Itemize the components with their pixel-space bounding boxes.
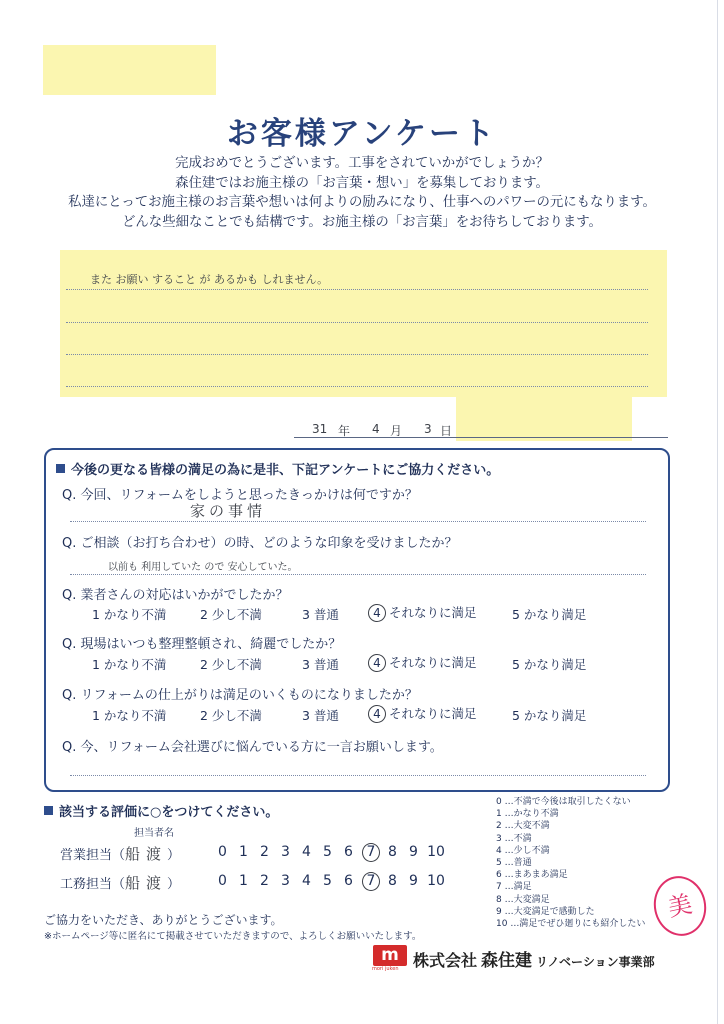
comment-line bbox=[66, 289, 648, 290]
selected-circle-icon: 4 bbox=[368, 705, 386, 723]
works-staff-name: 船渡 bbox=[125, 874, 168, 892]
question-4: Q. 現場はいつも整理整頓され、綺麗でしたか？ bbox=[62, 637, 342, 652]
option-2: 2 少し不満 bbox=[200, 708, 262, 723]
answer-2: 以前も 利用していた ので 安心していた。 bbox=[108, 562, 298, 573]
comment-line bbox=[66, 354, 648, 355]
rating-legend bbox=[496, 796, 645, 930]
footnote: ※ホームページ等に匿名にて掲載させていただきますので、よろしくお願いいたします。 bbox=[44, 931, 422, 942]
question-6: Q. 今、リフォーム会社選びに悩んでいる方に一言お願いします。 bbox=[62, 740, 443, 755]
comment-line bbox=[66, 386, 648, 387]
signature-redaction-box bbox=[456, 393, 632, 441]
rating-number: 4 bbox=[302, 873, 311, 889]
rating-number: 6 bbox=[344, 873, 353, 889]
intro-line: 完成おめでとうございます。工事をされていかがでしょうか？ bbox=[175, 156, 549, 171]
handwritten-comment: また お願い すること が あるかも しれません。 bbox=[90, 273, 329, 286]
intro-line: 私達にとってお施主様のお言葉や想いは何よりの励みになり、仕事へのパワーの元にもなります。 bbox=[68, 195, 656, 210]
date-year: 31 bbox=[312, 422, 328, 436]
rating-title bbox=[44, 801, 278, 820]
rating-number: 0 bbox=[218, 844, 227, 860]
rating-number: 10 bbox=[427, 844, 445, 860]
logo-subtext: mori juken bbox=[372, 966, 399, 972]
date-month-label: 月 bbox=[390, 424, 403, 438]
option-3: 3 普通 bbox=[302, 607, 339, 622]
option-1: 1 かなり不満 bbox=[92, 657, 167, 672]
comment-line bbox=[66, 322, 648, 323]
legend-item: 1 …かなり不満 bbox=[496, 809, 559, 820]
legend-item: 0 …不満で今後は取引したくない bbox=[496, 797, 631, 807]
sales-label: 営業担当（ bbox=[60, 848, 126, 863]
rating-number: 5 bbox=[323, 873, 332, 889]
works-staff-row bbox=[60, 872, 180, 893]
rating-number: 10 bbox=[427, 873, 445, 889]
rating-number: 9 bbox=[409, 873, 418, 889]
option-3: 3 普通 bbox=[302, 657, 339, 672]
works-rating-scale bbox=[212, 872, 448, 891]
rating-number: 0 bbox=[218, 873, 227, 889]
intro-line: 森住建ではお施主様の「お言葉・想い」を募集しております。 bbox=[175, 175, 549, 191]
option-1: 1 かなり不満 bbox=[92, 607, 167, 622]
company-prefix: 株式会社 bbox=[413, 951, 478, 970]
option-4-selected bbox=[368, 603, 477, 622]
option-1: 1 かなり不満 bbox=[92, 708, 167, 723]
option-2: 2 少し不満 bbox=[200, 607, 262, 622]
square-bullet-icon bbox=[44, 806, 53, 815]
selected-circle-icon: 4 bbox=[368, 604, 386, 622]
rating-number: 2 bbox=[260, 844, 269, 860]
rating-title-text: 該当する評価に○をつけてください。 bbox=[59, 805, 279, 820]
question-2: Q. ご相談（お打ち合わせ）の時、どのような印象を受けましたか？ bbox=[62, 536, 458, 551]
option-2: 2 少し不満 bbox=[200, 657, 262, 672]
answer-line bbox=[70, 775, 646, 776]
selected-rating-circle: 7 bbox=[362, 872, 380, 891]
thanks-text: ご協力をいただき、ありがとうございます。 bbox=[44, 913, 283, 927]
legend-item: 8 …大変満足 bbox=[496, 894, 550, 905]
survey-title-text: 今後の更なる皆様の満足の為に是非、下記アンケートにご協力ください。 bbox=[71, 463, 500, 478]
legend-item: 5 …普通 bbox=[496, 858, 532, 869]
rating-number: 4 bbox=[302, 844, 311, 860]
option-5: 5 かなり満足 bbox=[512, 657, 587, 672]
company-logo-icon: m bbox=[373, 945, 407, 966]
question-1: Q. 今回、リフォームをしようと思ったきっかけは何ですか？ bbox=[62, 488, 418, 503]
rating-number: 6 bbox=[344, 844, 353, 860]
rating-number: 8 bbox=[388, 844, 397, 860]
option-4-selected bbox=[368, 653, 477, 672]
rating-number: 5 bbox=[323, 844, 332, 860]
question-5: Q. リフォームの仕上がりは満足のいくものになりましたか？ bbox=[62, 688, 418, 703]
page-edge bbox=[717, 0, 718, 1024]
date-year-label: 年 bbox=[338, 424, 351, 438]
option-4-label: それなりに満足 bbox=[389, 605, 477, 620]
selected-rating-circle: 7 bbox=[362, 843, 380, 862]
option-4-label: それなりに満足 bbox=[389, 655, 477, 670]
rating-number: 1 bbox=[239, 844, 248, 860]
legend-item: 9 …大変満足で感動した bbox=[496, 906, 595, 917]
date-day: 3 bbox=[424, 422, 432, 436]
survey-title bbox=[56, 459, 499, 478]
intro-line: どんな些細なことでも結構です。お施主様の「お言葉」をお待ちしております。 bbox=[122, 214, 602, 230]
answer-line bbox=[70, 574, 646, 575]
page-title: お客様アンケート bbox=[226, 116, 498, 152]
date-underline bbox=[294, 437, 668, 438]
legend-item: 6 …まあまあ満足 bbox=[496, 870, 568, 881]
approval-stamp: 美 bbox=[648, 871, 711, 941]
name-redaction-box bbox=[43, 45, 216, 95]
legend-item: 7 …満足 bbox=[496, 882, 532, 893]
option-5: 5 かなり満足 bbox=[512, 607, 587, 622]
question-3: Q. 業者さんの対応はいかがでしたか？ bbox=[62, 588, 289, 603]
sales-rating-scale bbox=[212, 843, 448, 862]
company-brand: 森住建 bbox=[481, 951, 533, 971]
option-3: 3 普通 bbox=[302, 708, 339, 723]
legend-item: 4 …少し不満 bbox=[496, 845, 550, 856]
square-bullet-icon bbox=[56, 464, 65, 473]
sales-staff-name: 船渡 bbox=[125, 845, 168, 863]
close-paren: ） bbox=[167, 877, 181, 892]
rating-number: 8 bbox=[388, 873, 397, 889]
rating-number: 2 bbox=[260, 873, 269, 889]
option-4-label: それなりに満足 bbox=[389, 706, 477, 721]
works-label: 工務担当（ bbox=[60, 877, 126, 892]
option-5: 5 かなり満足 bbox=[512, 708, 587, 723]
staff-name-label: 担当者名 bbox=[134, 828, 174, 839]
legend-item: 2 …大変不満 bbox=[496, 821, 550, 832]
rating-number: 1 bbox=[239, 873, 248, 889]
date-month: 4 bbox=[372, 422, 380, 436]
rating-number: 3 bbox=[281, 873, 290, 889]
sales-staff-row bbox=[60, 843, 180, 864]
legend-item: 10 …満足でぜひ廻りにも紹介したい bbox=[496, 919, 646, 930]
legend-item: 3 …不満 bbox=[496, 833, 532, 844]
rating-number: 3 bbox=[281, 844, 290, 860]
company-name bbox=[413, 946, 655, 971]
option-4-selected bbox=[368, 704, 477, 723]
rating-number: 9 bbox=[409, 844, 418, 860]
date-day-label: 日 bbox=[440, 424, 453, 438]
intro-text bbox=[40, 154, 684, 232]
company-department: リノベーション事業部 bbox=[536, 955, 655, 969]
answer-1: 家の事情 bbox=[190, 502, 267, 520]
close-paren: ） bbox=[167, 848, 181, 863]
answer-line bbox=[70, 521, 646, 522]
selected-circle-icon: 4 bbox=[368, 654, 386, 672]
